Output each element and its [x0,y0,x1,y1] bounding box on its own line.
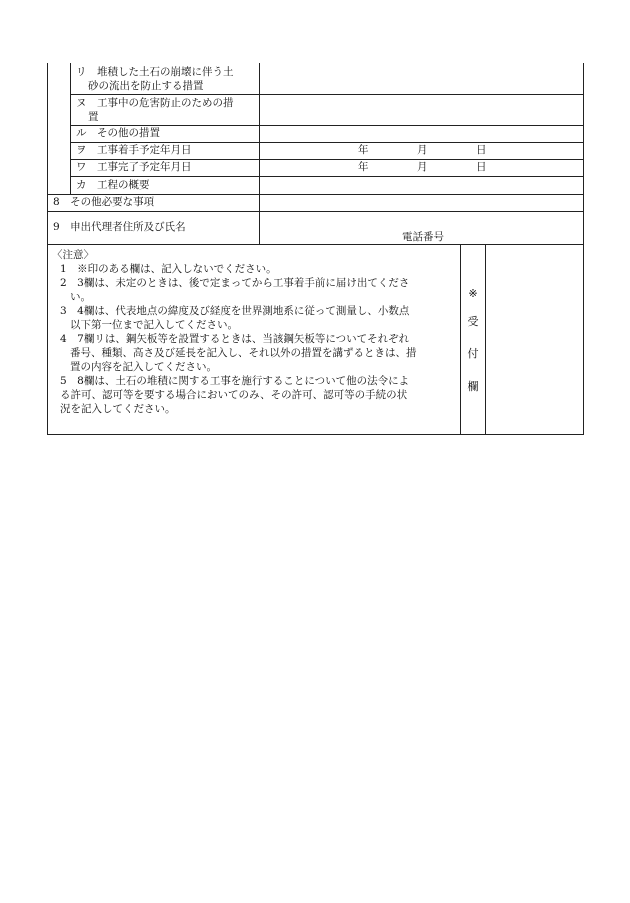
row-ri-label-2: 砂の流出を防止する措置 [88,80,204,92]
row-ru-label: ル その他の措置 [76,127,160,139]
note-line: 3 4欄は、代表地点の緯度及び経度を世界測地系に従って測量し、小数点 [60,305,410,317]
row-line [47,211,583,212]
note-line: 以下第一位まで記入してください。 [70,319,238,331]
note-line: 置の内容を記入してください。 [70,361,217,373]
row-wo-label: ヲ 工事着手予定年月日 [76,144,192,156]
border-bottom [47,434,583,435]
row-nu-label-2: 置 [88,111,99,123]
border-right [583,63,584,435]
border-left [47,63,48,435]
notes-section [52,248,460,416]
end-year-unit: 年 [358,161,369,173]
start-year-unit: 年 [358,144,369,156]
row-line [70,142,583,143]
row-line [47,194,583,195]
reception-right-divider [485,244,486,435]
row-line [47,244,583,245]
row-nu-label-1: ヌ 工事中の危害防止のための措 [76,97,234,109]
reception-mark: ※ [468,287,478,300]
row-ri-label-1: リ 堆積した土石の崩壊に伴う土 [76,66,234,78]
item-9-label: 9 申出代理者住所及び氏名 [53,221,186,233]
note-line: 1 ※印のある欄は、記入しないでください。 [60,263,277,275]
row-line [70,94,583,95]
reception-char-uke: 受 [467,315,479,328]
reception-left-divider [460,244,461,435]
row-line [70,125,583,126]
item-8-label: 8 その他必要な事項 [53,196,155,208]
label-value-divider [259,63,260,244]
row-ka-label: カ 工程の概要 [76,179,150,191]
note-line: 況を記入してください。 [60,403,176,415]
note-line: る許可、認可等を要する場合においてのみ、その許可、認可等の手続の状 [60,389,408,401]
note-line: 2 3欄は、未定のときは、後で定まってから工事着手前に届け出てくださ [60,277,410,289]
note-line: 4 7欄リは、鋼矢板等を設置するときは、当該鋼矢板等についてそれぞれ [60,333,410,345]
start-month-unit: 月 [417,144,428,156]
note-line: 番号、種類、高さ及び延長を記入し、それ以外の措置を講ずるときは、措 [70,347,417,359]
row-wa-label: ワ 工事完了予定年月日 [76,161,192,173]
end-month-unit: 月 [417,161,428,173]
phone-label: 電話番号 [402,231,444,243]
notes-heading: 〈注意〉 [52,249,94,261]
row-line [70,159,583,160]
end-day-unit: 日 [476,161,487,173]
note-line: 5 8欄は、土石の堆積に関する工事を施行することについて他の法令によ [60,375,410,387]
reception-char-tsuke: 付 [467,347,479,360]
note-line: い。 [70,291,91,303]
reception-char-ran: 欄 [467,380,479,393]
indent-divider [70,63,71,194]
start-day-unit: 日 [476,144,487,156]
row-line [70,176,583,177]
